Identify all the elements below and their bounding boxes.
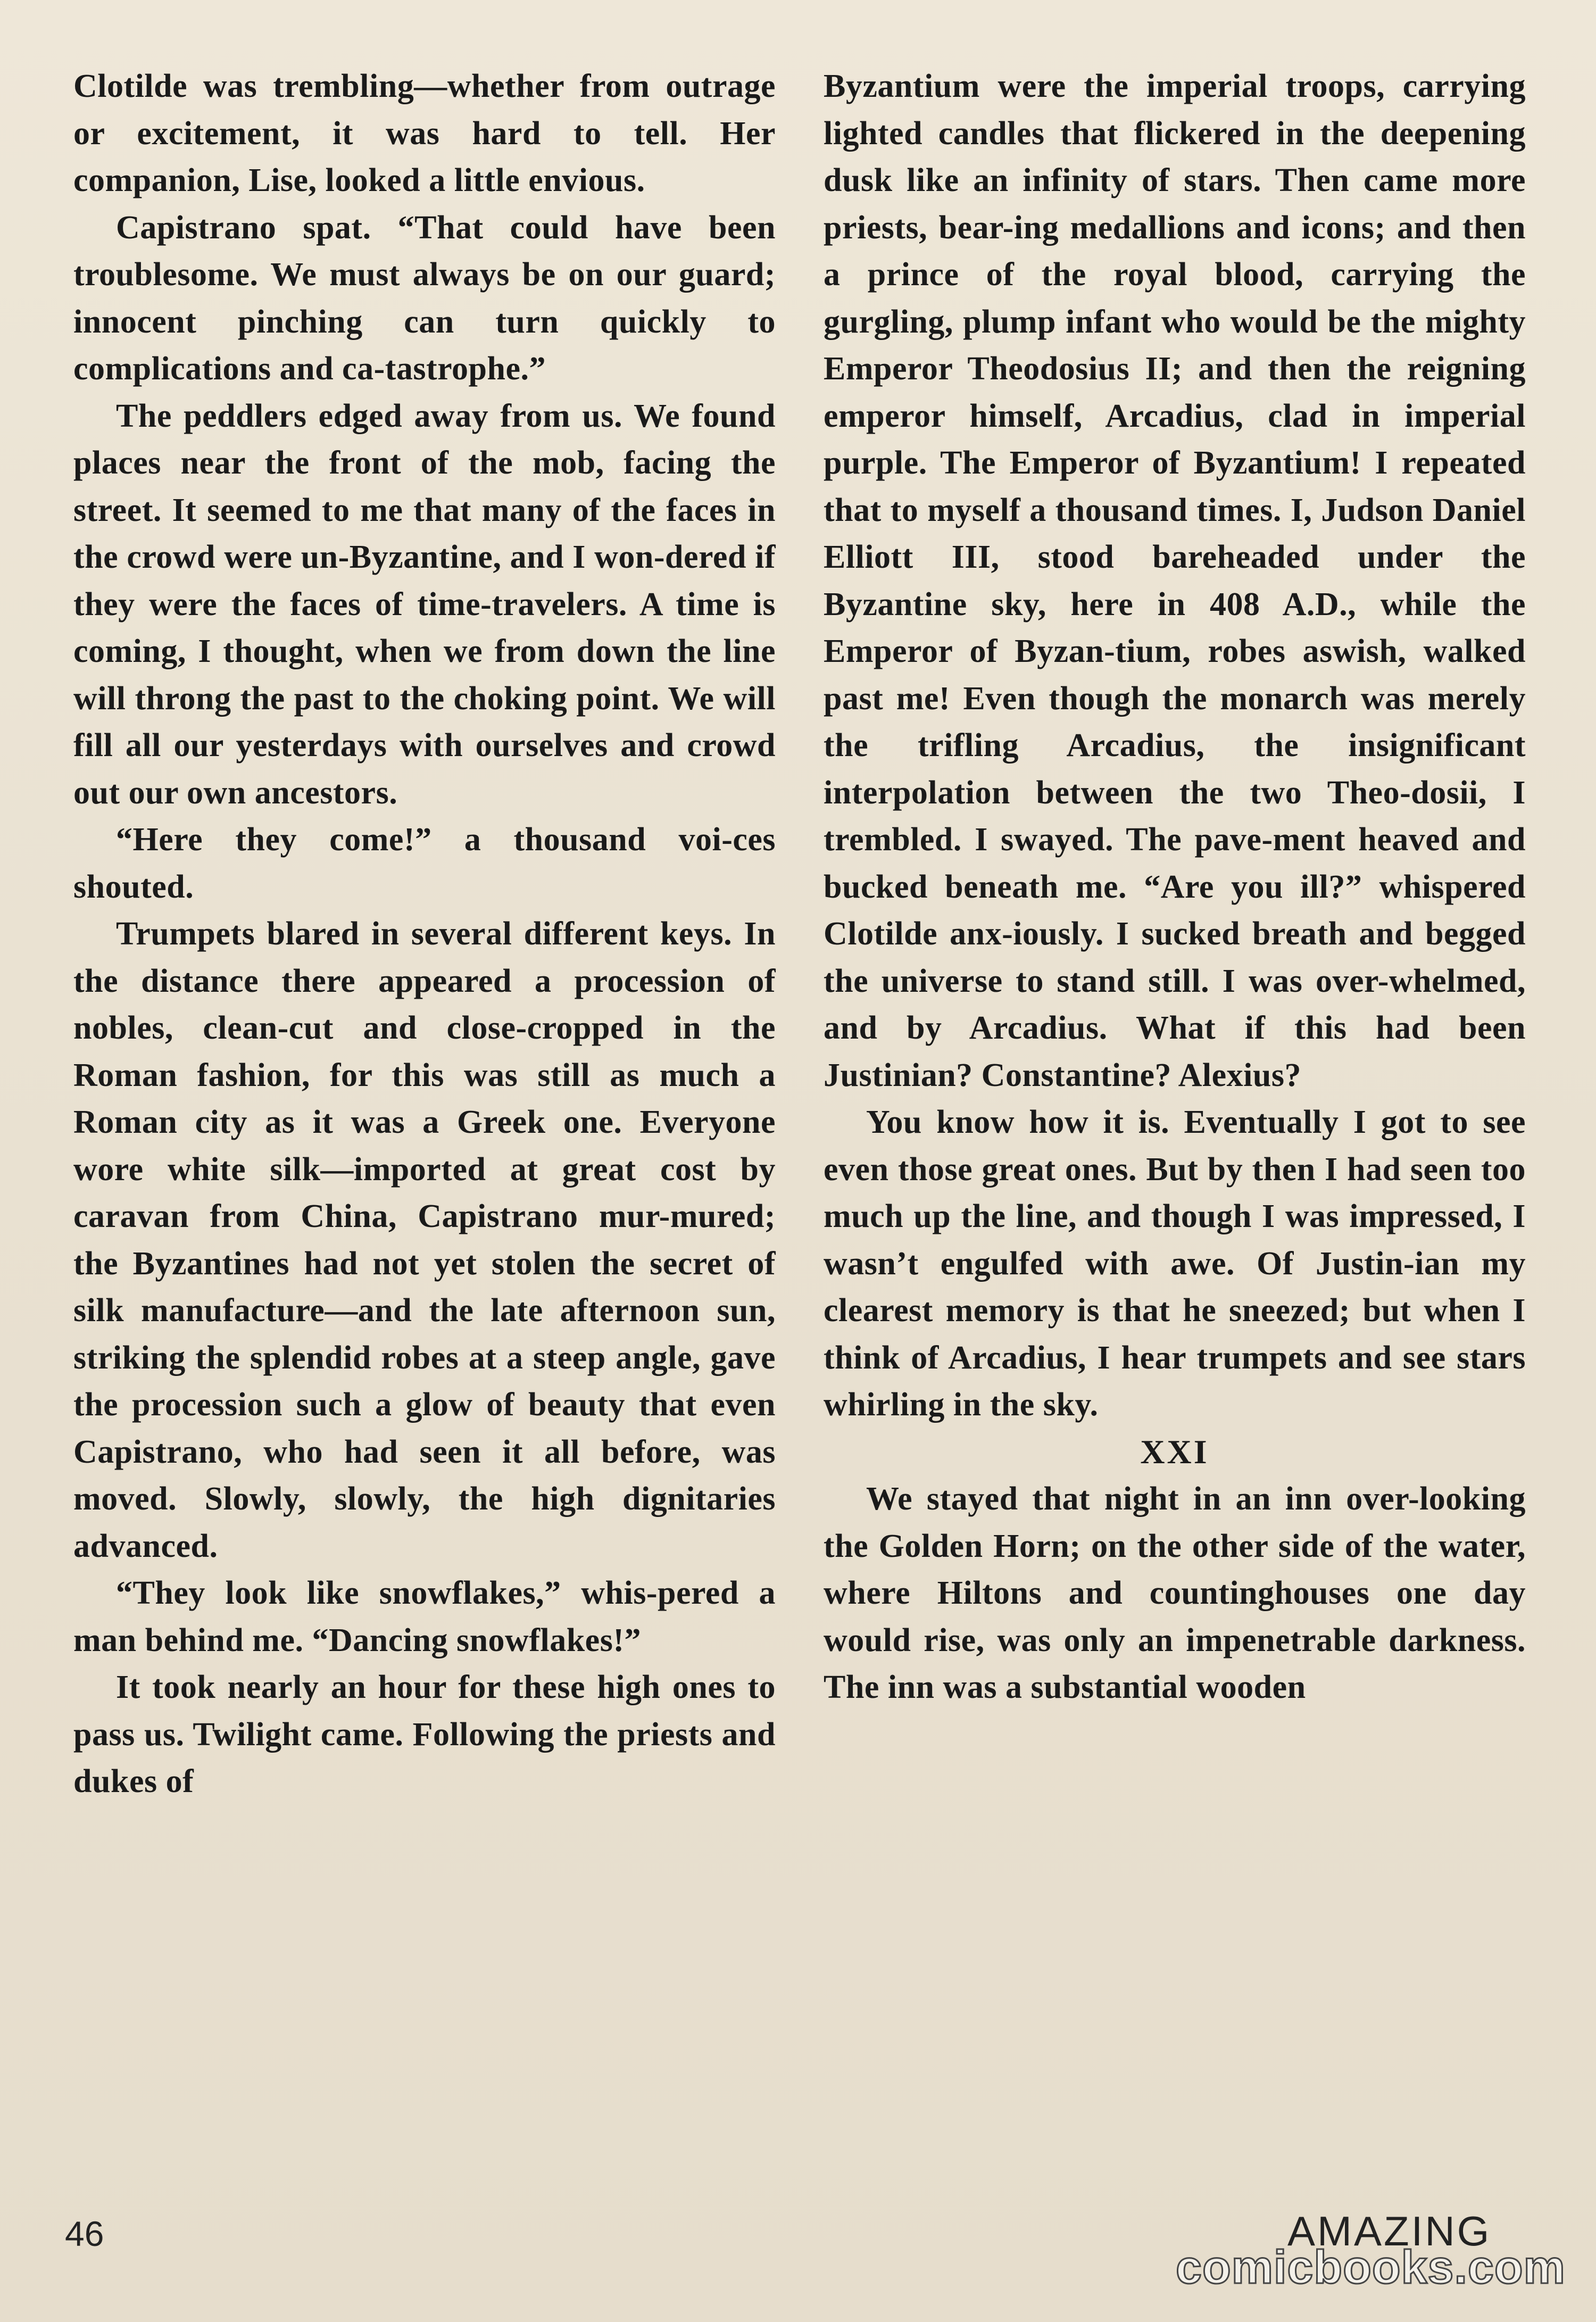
- running-head: AMAZING: [1287, 2208, 1492, 2254]
- paragraph: Trumpets blared in several different keys. In the distance there appeared a procession of nobles, clean-cut and close-cropped in the Roman fashion, for this was still as much a Roman city as it was a Greek one. Everyone wore white silk—imported at great cost by caravan from China, Capistrano mur-mured; the Byzantines had not yet stolen the secret of silk manufacture—and the late afternoon sun, striking the splendid robes at a steep angle, gave the procession such a glow of beauty that even Capistrano, who had seen it all before, was moved. Slowly, slowly, the high dignitaries advanced.: [73, 916, 776, 1564]
- left-column: [73, 63, 776, 1805]
- paragraph: “They look like snowflakes,” whis-pered a man behind me. “Dancing snowflakes!”: [73, 1575, 776, 1658]
- page-number: 46: [65, 2214, 104, 2253]
- watermark: comicbooks.com: [1176, 2241, 1566, 2293]
- chapter-heading: XXI: [1140, 1432, 1209, 1471]
- paragraph: It took nearly an hour for these high ones to pass us. Twilight came. Following the priests and dukes of: [73, 1669, 776, 1799]
- paragraph: Capistrano spat. “That could have been troublesome. We must always be on our guard; innocent pinching can turn quickly to complications and ca-tastrophe.”: [73, 209, 776, 387]
- paragraph: You know how it is. Eventually I got to see even those great ones. But by then I had seen too much up the line, and though I was impressed, I wasn’t engulfed with awe. Of Justin-ian my clearest memory is that he sneezed; but when I think of Arcadius, I hear trumpets and see stars whirling in the sky.: [824, 1104, 1526, 1423]
- right-column: [824, 63, 1526, 1711]
- paragraph: We stayed that night in an inn over-looking the Golden Horn; on the other side of the water, where Hiltons and countinghouses one day would rise, was only an impenetrable darkness. The inn was a substantial wooden: [824, 1481, 1526, 1705]
- paragraph: Clotilde was trembling—whether from outrage or excitement, it was hard to tell. Her companion, Lise, looked a little envious.: [73, 68, 776, 198]
- paragraph: Byzantium were the imperial troops, carrying lighted candles that flickered in the deepening dusk like an infinity of stars. Then came more priests, bear-ing medallions and icons; and then a prince of the royal blood, carrying the gurgling, plump infant who would be the mighty Emperor Theodosius II; and then the reigning emperor himself, Arcadius, clad in imperial purple. The Emperor of Byzantium! I repeated that to myself a thousand times. I, Judson Daniel Elliott III, stood bareheaded under the Byzantine sky, here in 408 A.D., while the Emperor of Byzan-tium, robes aswish, walked past me! Even though the monarch was merely the trifling Arcadius, the insignificant interpolation between the two Theo-dosii, I trembled. I swayed. The pave-ment heaved and bucked beneath me. “Are you ill?” whispered Clotilde anx-iously. I sucked breath and begged the universe to stand still. I was over-whelmed, and by Arcadius. What if this had been Justinian? Constantine? Alexius?: [824, 68, 1526, 1093]
- paragraph: The peddlers edged away from us. We found places near the front of the mob, facing the street. It seemed to me that many of the faces in the crowd were un-Byzantine, and I won-dered if they were the faces of time-travelers. A time is coming, I thought, when we from down the line will throng the past to the choking point. We will fill all our yesterdays with ourselves and crowd out our own ancestors.: [73, 397, 776, 811]
- paragraph: “Here they come!” a thousand voi-ces shouted.: [73, 822, 776, 905]
